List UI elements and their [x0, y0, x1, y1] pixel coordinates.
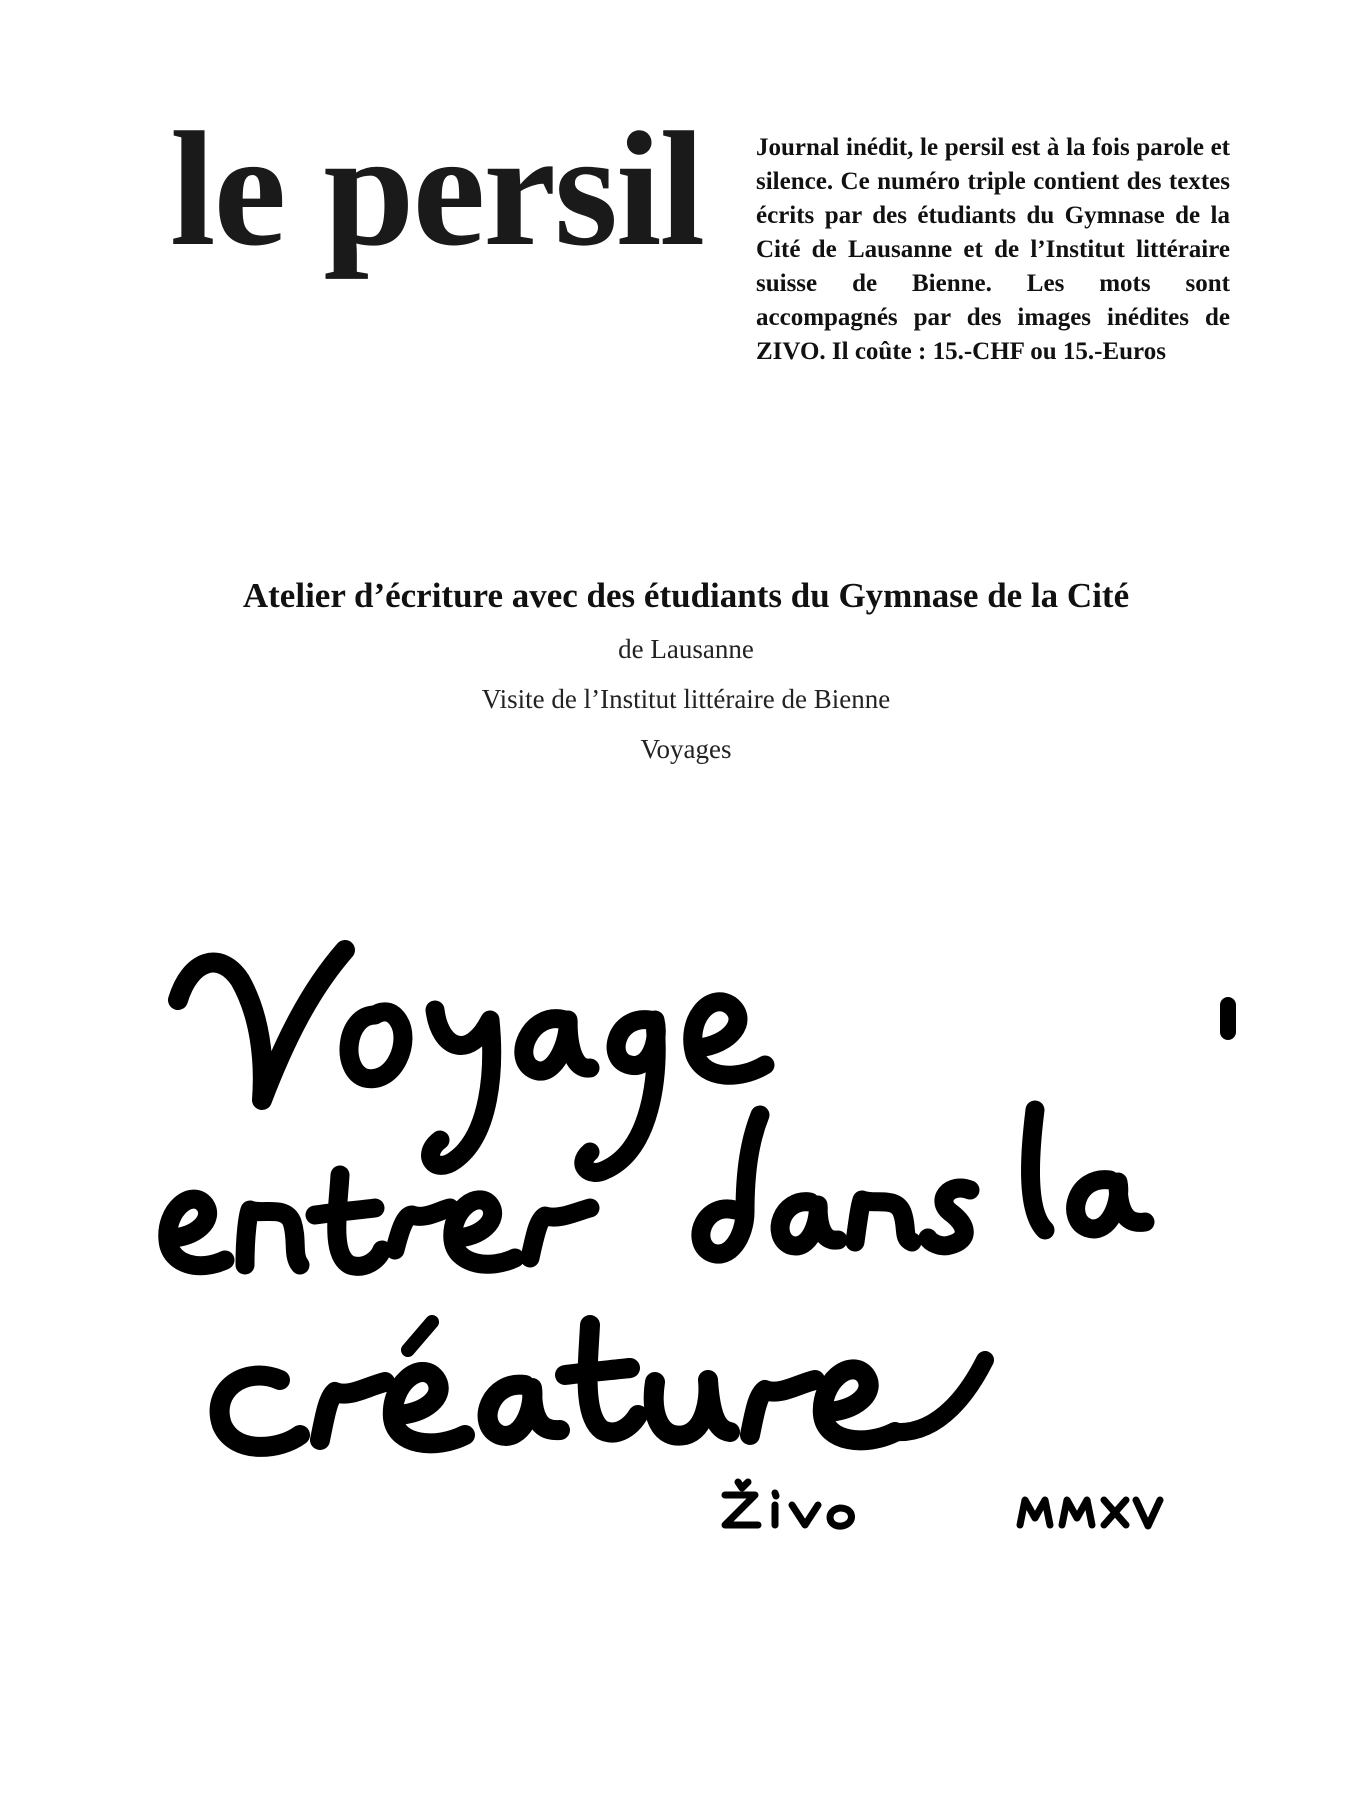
brush-stroke-tail — [895, 1360, 985, 1432]
workshop-visit: Visite de l’Institut littéraire de Bienne — [481, 684, 891, 714]
brush-stroke-n — [245, 1210, 300, 1265]
brush-stroke-o — [349, 1012, 403, 1079]
brush-stroke-y1 — [431, 1010, 492, 1165]
brush-stroke-a3 — [1076, 1180, 1145, 1229]
brush-stroke-t — [315, 1175, 382, 1266]
brush-stroke-e2 — [168, 1199, 225, 1266]
brush-stroke-r4 — [750, 1380, 815, 1435]
brush-stroke-e4 — [393, 1372, 465, 1443]
brush-stroke-n2 — [855, 1200, 912, 1242]
workshop-title: Atelier d’écriture avec des étudiants du Gymnase de la Cité — [242, 576, 1130, 615]
brush-stroke-a4 — [488, 1385, 560, 1436]
brush-stroke-e3 — [453, 1200, 515, 1264]
brush-stroke-u — [654, 1380, 730, 1436]
brush-stroke-r2 — [530, 1208, 590, 1258]
brush-stroke-t2 — [565, 1325, 638, 1432]
brush-stroke-a — [524, 1019, 590, 1071]
workshop-theme: Voyages — [640, 734, 732, 764]
journal-description: Journal inédit, le persil est à la fois parole et silence. Ce numéro triple contient des textes écrits par des étudiants du Gymnase de la Cité de Lausanne et de l’Institut littéraire suisse de Bienne. Les mots sont accompagnés par des images inédites de ZIVO. Il coûte : 15.-CHF ou 15.-Euros — [756, 134, 1230, 365]
brush-stroke-l — [1031, 1110, 1045, 1230]
brush-stroke-r1 — [395, 1208, 450, 1250]
brush-stroke-accent — [408, 1322, 432, 1350]
brush-stroke-g — [584, 1020, 656, 1173]
brush-stroke-s — [928, 1188, 970, 1246]
brush-stroke-e5 — [823, 1369, 895, 1440]
brush-stroke-d — [701, 1115, 760, 1254]
brush-stroke-a2 — [780, 1202, 838, 1246]
calligraphy-drawing — [150, 920, 1250, 1560]
brush-stroke-r3 — [320, 1382, 385, 1440]
brush-stroke-v — [178, 950, 345, 1100]
masthead-title: le persil — [170, 99, 704, 280]
workshop-location: de Lausanne — [618, 634, 754, 664]
signature-mark — [725, 1482, 852, 1526]
calligraphy-artwork — [150, 920, 1250, 1560]
year-mark — [1020, 1500, 1160, 1526]
brush-stroke-c — [220, 1376, 300, 1447]
brush-stroke-e1 — [693, 1002, 765, 1075]
